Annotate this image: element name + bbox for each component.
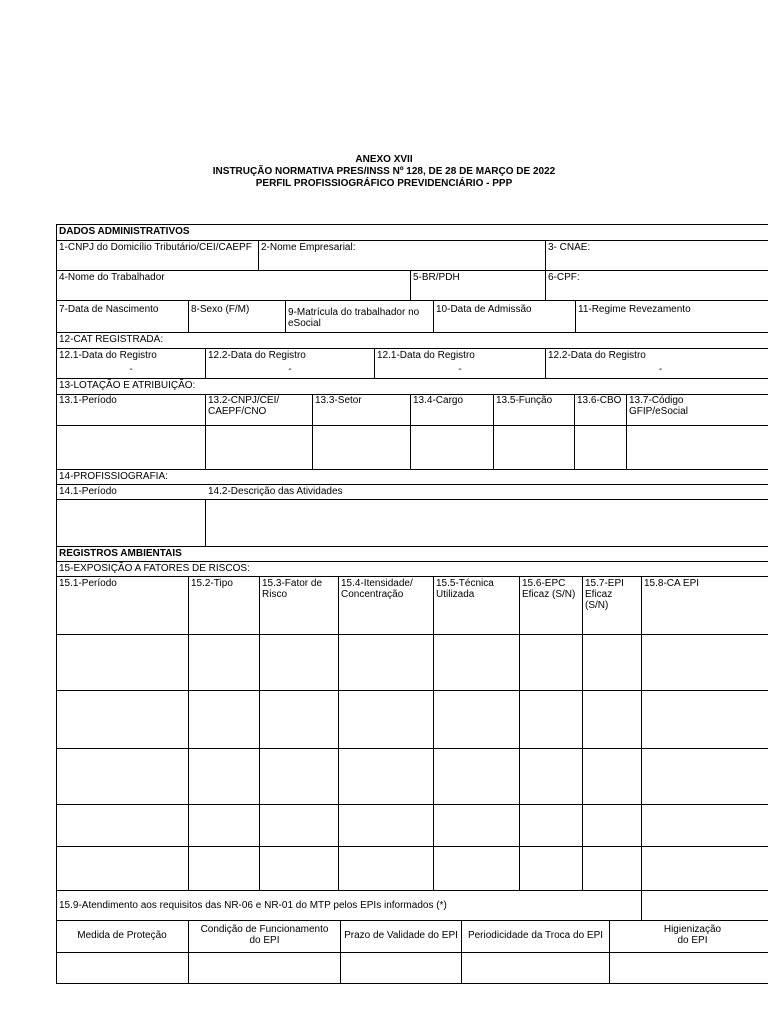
epc-header-line2: Eficaz (S/N): [522, 589, 576, 600]
validity-header: Prazo de Validade do EPI: [344, 930, 458, 941]
replacement-frequency-header: Periodicidade da Troca do EPI: [467, 930, 604, 941]
lotacao-data-row[interactable]: [57, 426, 768, 469]
company-name-label: 2-Nome Empresarial:: [261, 242, 356, 253]
lotacao-function-header: 13.5-Função: [496, 395, 553, 406]
epi-header-line3: (S/N): [585, 600, 609, 611]
operating-condition-header-line1: Condição de Funcionamento: [200, 924, 329, 935]
epc-header-line1: 15.6-EPC: [522, 578, 566, 589]
worker-name-field[interactable]: [57, 271, 410, 300]
risk-factor-header-line1: 15.3-Fator de: [262, 578, 323, 589]
sex-field[interactable]: [189, 301, 285, 332]
cat-date-2-label: 12.2-Data do Registro: [208, 350, 306, 361]
admin-section-title: DADOS ADMINISTRATIVOS: [59, 226, 190, 237]
cat-date-4-field[interactable]: [546, 349, 768, 378]
epi-header-line1: 15.7-EPI: [585, 578, 624, 589]
cat-date-3-dash: -: [458, 364, 462, 375]
br-pdh-label: 5-BR/PDH: [413, 272, 460, 283]
worker-name-label: 4-Nome do Trabalhador: [59, 272, 165, 283]
intensity-header-line2: Concentração: [341, 589, 404, 600]
ppp-title: PERFIL PROFISSIOGRÁFICO PREVIDENCIÁRIO - PPP: [255, 178, 513, 189]
cnae-label: 3- CNAE:: [548, 242, 591, 253]
ppp-form: [56, 224, 768, 984]
birth-date-field[interactable]: [57, 301, 188, 332]
operating-condition-header-line2: do EPI: [249, 935, 280, 946]
cat-date-2-dash: -: [288, 364, 292, 375]
profissiografia-data-row[interactable]: [57, 500, 768, 546]
document-header: [0, 154, 768, 190]
lotacao-position-header: 13.4-Cargo: [413, 395, 464, 406]
cat-date-3-field[interactable]: [375, 349, 545, 378]
annex-title: ANEXO XVII: [355, 154, 413, 165]
technique-header-line2: Utilizada: [436, 589, 475, 600]
risk-data-row[interactable]: [57, 635, 768, 690]
cat-title: 12-CAT REGISTRADA:: [59, 334, 164, 345]
exposicao-title: 15-EXPOSIÇÃO A FATORES DE RISCOS:: [59, 563, 250, 574]
protection-measure-header: Medida de Proteção: [77, 930, 167, 941]
cnae-field[interactable]: [546, 241, 768, 270]
sex-label: 8-Sexo (F/M): [191, 304, 250, 315]
risk-data-row[interactable]: [57, 805, 768, 846]
epi-header-line2: Eficaz: [585, 589, 613, 600]
profissiografia-title: 14-PROFISSIOGRAFIA:: [59, 471, 168, 482]
cat-date-2-field[interactable]: [206, 349, 374, 378]
profissiografia-description-header: 14.2-Descrição das Atividades: [208, 486, 343, 497]
risk-type-header: 15.2-Tipo: [191, 578, 233, 589]
lotacao-title: 13-LOTAÇÃO E ATRIBUIÇÃO:: [59, 380, 196, 391]
br-pdh-field[interactable]: [411, 271, 545, 300]
cat-date-4-dash: -: [658, 364, 663, 375]
shift-regime-label: 11-Regime Revezamento: [578, 304, 691, 315]
cnpj-field[interactable]: [57, 241, 258, 270]
ca-epi-header: 15.8-CA EPI: [644, 578, 700, 589]
risk-data-row[interactable]: [57, 749, 768, 804]
shift-regime-field[interactable]: [576, 301, 768, 332]
atendimento-title: 15.9-Atendimento aos requisitos das NR-06 e NR-01 do MTP pelos EPIs informados (*): [59, 900, 447, 911]
risk-period-header: 15.1-Período: [59, 578, 117, 589]
cat-date-1-label: 12.1-Data do Registro: [59, 350, 157, 361]
risk-data-row[interactable]: [57, 847, 768, 890]
cat-date-3-label: 12.1-Data do Registro: [377, 350, 475, 361]
technique-header-line1: 15.5-Técnica: [436, 578, 494, 589]
lotacao-gfip-header-line2: GFIP/eSocial: [629, 406, 688, 417]
cpf-label: 6-CPF:: [548, 272, 580, 283]
registration-label-line1: 9-Matrícula do trabalhador no: [288, 307, 420, 318]
lotacao-sector-header: 13.3-Setor: [315, 395, 362, 406]
birth-date-label: 7-Data de Nascimento: [59, 304, 159, 315]
admission-date-label: 10-Data de Admissão: [436, 304, 532, 315]
registros-section-title: REGISTROS AMBIENTAIS: [59, 548, 182, 559]
lotacao-gfip-header-line1: 13.7-Código: [629, 395, 684, 406]
lotacao-cbo-header: 13.6-CBO: [577, 395, 622, 406]
company-name-field[interactable]: [259, 241, 545, 270]
cat-date-1-dash: -: [129, 364, 133, 375]
cpf-field[interactable]: [546, 271, 768, 300]
admission-date-field[interactable]: [434, 301, 575, 332]
cat-date-1-field[interactable]: [57, 349, 205, 378]
cat-date-4-label: 12.2-Data do Registro: [548, 350, 646, 361]
atendimento-data-row[interactable]: [57, 953, 768, 983]
intensity-header-line1: 15.4-Itensidade/: [341, 578, 413, 589]
lotacao-cnpj-header-line2: CAEPF/CNO: [208, 406, 267, 417]
registration-field[interactable]: [286, 301, 433, 332]
normative-instruction-title: INSTRUÇÃO NORMATIVA PRES/INSS Nº 128, DE 28 DE MARÇO DE 2022: [212, 166, 556, 177]
risk-factor-header-line2: Risco: [262, 589, 288, 600]
lotacao-period-header: 13.1-Período: [59, 395, 117, 406]
profissiografia-period-header: 14.1-Período: [59, 486, 117, 497]
risk-data-row[interactable]: [57, 691, 768, 748]
lotacao-cnpj-header-line1: 13.2-CNPJ/CEI/: [208, 395, 280, 406]
cnpj-label: 1-CNPJ do Domicílio Tributário/CEI/CAEPF: [59, 242, 252, 253]
hygiene-header-line2: do EPI: [677, 935, 708, 946]
hygiene-header-line1: Higienização: [663, 924, 722, 935]
registration-label-line2: eSocial: [288, 318, 321, 329]
